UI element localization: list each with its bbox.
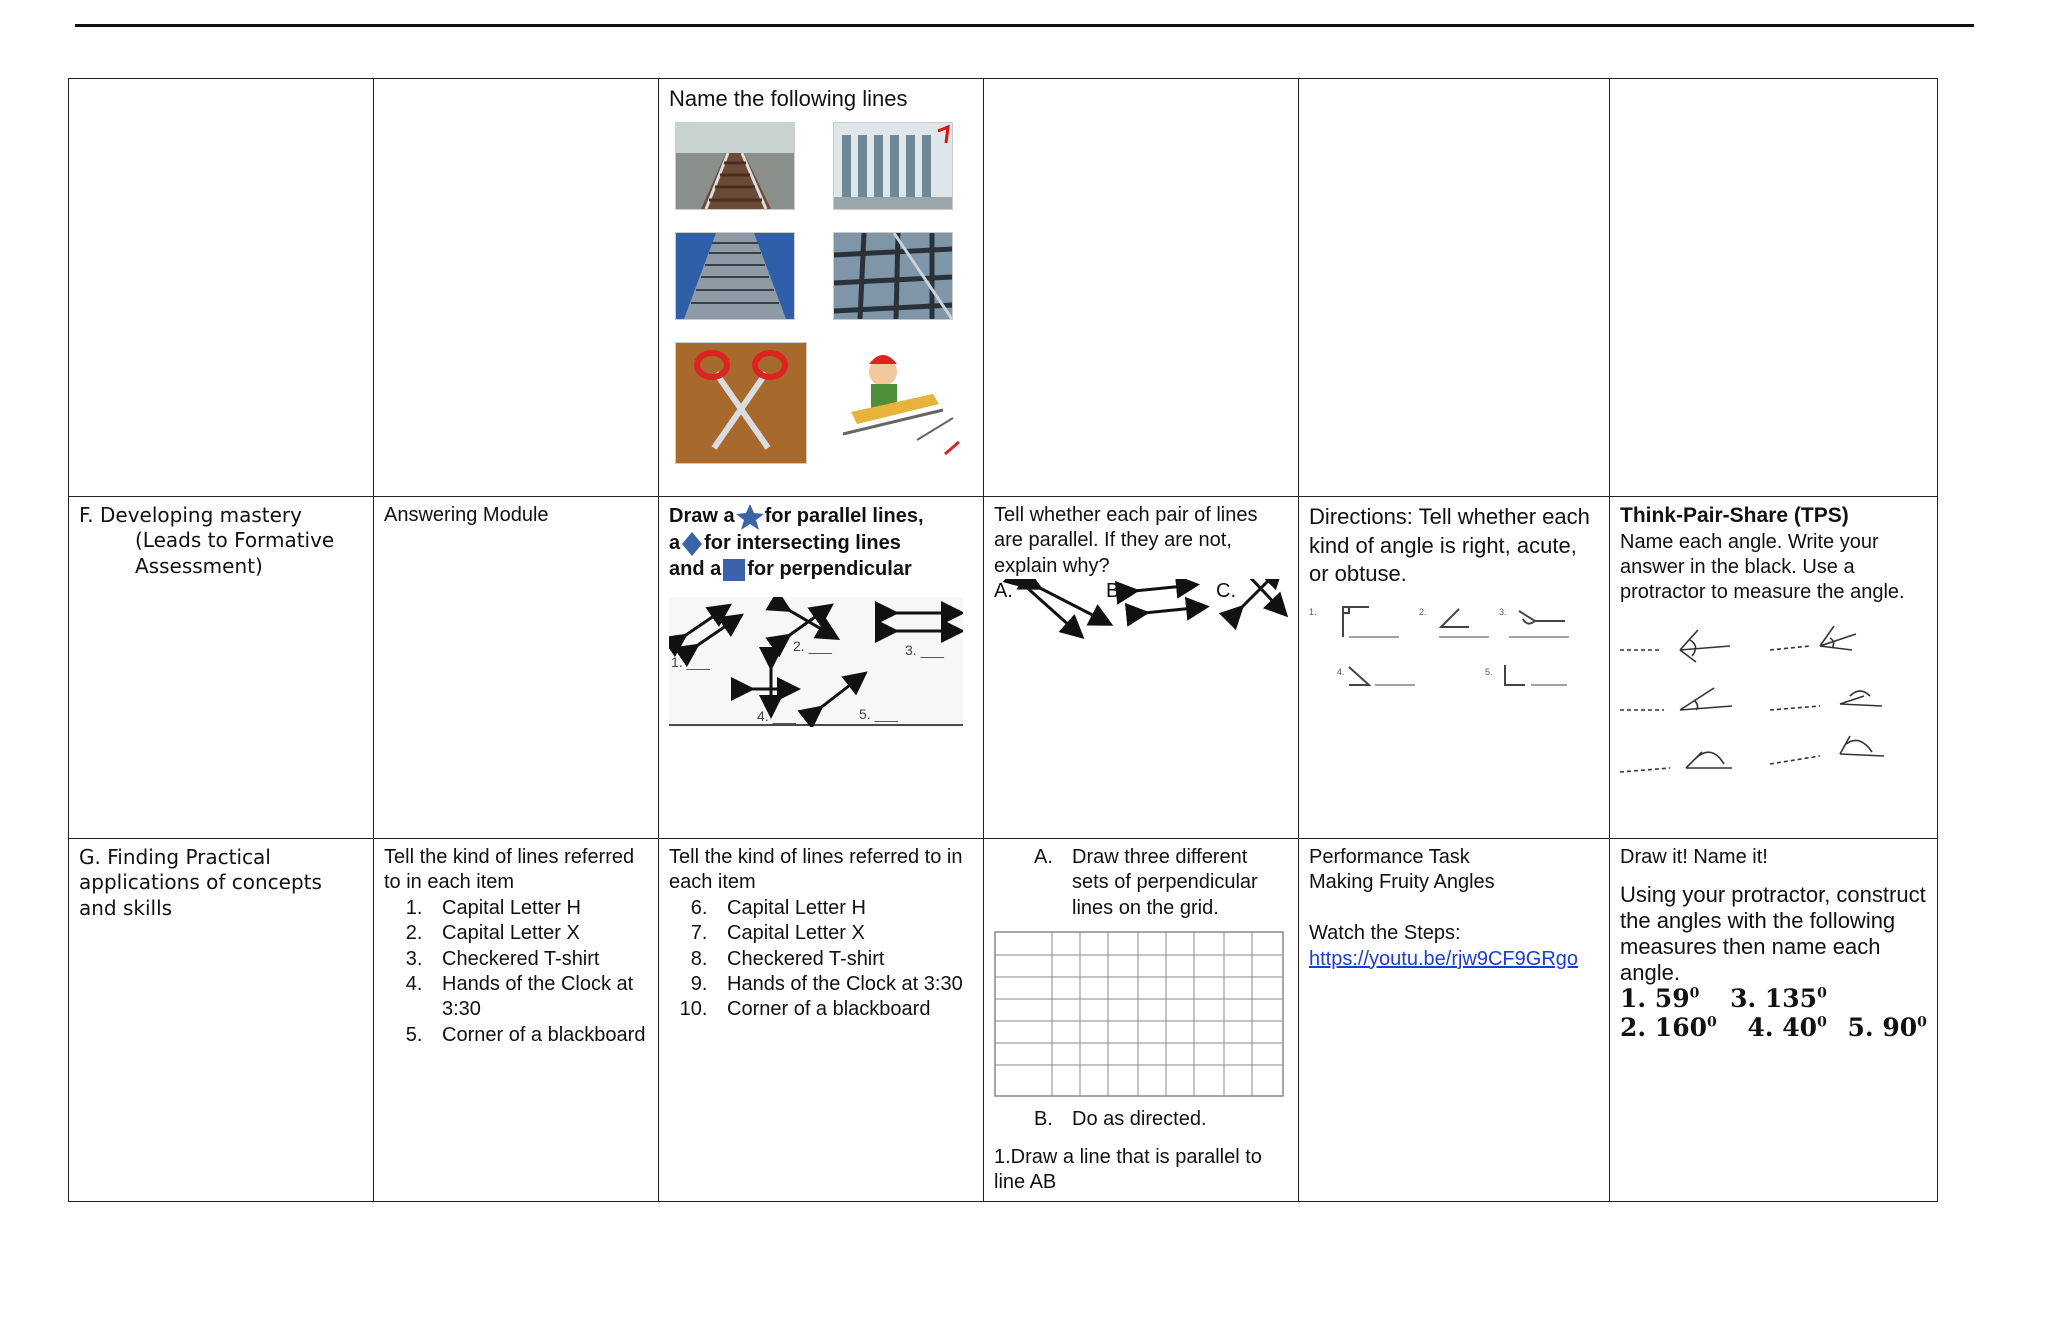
friday-cell xyxy=(1610,497,1938,839)
blank-4: 4. ___ xyxy=(757,708,796,724)
monday-cell xyxy=(374,79,659,497)
angle-num-2: 2. xyxy=(1419,606,1427,617)
list-item: 2. Capital Letter X xyxy=(428,921,648,946)
list-item: 3. Checkered T-shirt xyxy=(428,947,648,972)
window-grid-image xyxy=(833,232,953,320)
answering-module-text: Answering Module xyxy=(384,504,549,526)
list-item: 1. Capital Letter H xyxy=(428,896,648,921)
blank-2: 2. ___ xyxy=(793,638,832,654)
angle-num-5: 5. xyxy=(1485,666,1493,677)
draw-instruction-2 xyxy=(669,531,973,557)
thursday-cell xyxy=(1299,79,1610,497)
performance-task-title: Performance Task xyxy=(1309,846,1470,868)
row-label-main: G. Finding Practical applications of concepts and skills xyxy=(79,845,322,920)
video-link[interactable]: https://youtu.be/rjw9CF9GRgo xyxy=(1309,947,1579,970)
task-b xyxy=(994,1107,1288,1132)
diamond-icon xyxy=(680,531,704,557)
list-item: 4. Hands of the Clock at 3:30 xyxy=(428,972,648,1023)
task-a xyxy=(994,845,1288,921)
railroad-tracks-image xyxy=(675,122,795,210)
draw-instruction-1 xyxy=(669,503,973,531)
task-a-marker: A. xyxy=(1034,846,1053,868)
measure-3: 3. 135 xyxy=(1730,984,1818,1014)
line-pairs-figure xyxy=(669,597,963,727)
angle-directions-text: Directions: Tell whether each kind of angle is right, acute, or obtuse. xyxy=(1309,504,1590,587)
instruction-text: a xyxy=(669,532,681,555)
angle-measures-line-1 xyxy=(1620,985,1927,1014)
blank-5: 5. ___ xyxy=(859,706,898,722)
pair-label-a: A. xyxy=(994,580,1013,603)
lines-photo-grid xyxy=(669,122,973,464)
degree-mark: 0 xyxy=(1707,1014,1717,1031)
task-b-text: Do as directed. xyxy=(1072,1108,1207,1131)
scissors-image xyxy=(675,342,807,464)
construct-angles-text: Using your protractor, construct the angles with the following measures then name each angle. xyxy=(1620,882,1926,985)
instruction-text: for parallel lines, xyxy=(764,505,924,528)
angle-num-1: 1. xyxy=(1309,606,1317,617)
angle-num-4: 4. xyxy=(1337,666,1345,677)
friday-cell xyxy=(1610,839,1938,1202)
draw-instruction-3 xyxy=(669,557,973,583)
draw-name-title: Draw it! Name it! xyxy=(1620,846,1768,868)
escalator-stairs-image xyxy=(675,232,795,320)
list-item: 5. Corner of a blackboard xyxy=(428,1023,648,1048)
kind-of-lines-list xyxy=(669,896,973,1023)
name-lines-heading: Name the following lines xyxy=(669,86,908,111)
degree-mark: 0 xyxy=(1917,1014,1927,1031)
lesson-plan-table xyxy=(68,78,1938,1202)
monday-cell xyxy=(374,839,659,1202)
drawing-grid xyxy=(994,931,1284,1097)
instruction-text: Draw a xyxy=(669,505,735,528)
kind-of-lines-intro: Tell the kind of lines referred to in each item xyxy=(384,846,635,894)
list-item: 7. Capital Letter X xyxy=(713,921,973,946)
kind-of-lines-list xyxy=(384,896,648,1048)
tps-instructions: Name each angle. Write your answer in the black. Use a protractor to measure the angle. xyxy=(1620,530,1905,604)
kind-of-lines-intro: Tell the kind of lines referred to in each item xyxy=(669,846,963,894)
measure-1: 1. 59 xyxy=(1620,984,1690,1014)
measure-5: 5. 90 xyxy=(1847,1013,1918,1043)
degree-mark: 0 xyxy=(1817,986,1827,1002)
wednesday-cell xyxy=(984,839,1299,1202)
tuesday-cell xyxy=(659,497,984,839)
table-row xyxy=(69,839,1938,1202)
tuesday-cell xyxy=(659,839,984,1202)
watch-steps-label: Watch the Steps: xyxy=(1309,922,1461,945)
blank-1: 1. ___ xyxy=(671,654,710,670)
list-item: 9. Hands of the Clock at 3:30 xyxy=(713,972,973,997)
blank-3: 3. ___ xyxy=(905,642,944,658)
thursday-cell xyxy=(1299,497,1610,839)
row-label-sub: (Leads to Formative Assessment) xyxy=(135,528,335,578)
table-row xyxy=(69,79,1938,497)
degree-mark: 0 xyxy=(1817,1014,1827,1031)
angle-types-figure xyxy=(1309,603,1599,703)
thursday-cell xyxy=(1299,839,1610,1202)
pair-label-b: B. xyxy=(1106,580,1125,603)
tps-title: Think-Pair-Share (TPS) xyxy=(1620,504,1849,527)
header-rule xyxy=(75,24,1974,27)
wednesday-cell xyxy=(984,79,1299,497)
list-item: 10. Corner of a blackboard xyxy=(713,997,973,1022)
task-a-text: Draw three different sets of perpendicular lines on the grid. xyxy=(1072,846,1258,919)
angle-measure-figure xyxy=(1620,626,1902,796)
parallel-line-note: 1.Draw a line that is parallel to line AB xyxy=(994,1145,1262,1193)
row-label-main: F. Developing mastery xyxy=(79,503,302,527)
angle-num-3: 3. xyxy=(1499,606,1507,617)
star-icon xyxy=(735,503,765,531)
instruction-text: for intersecting lines xyxy=(704,532,901,555)
pair-label-c: C. xyxy=(1216,580,1236,603)
measure-2: 2. 160 xyxy=(1620,1013,1707,1043)
table-row xyxy=(69,497,1938,839)
instruction-text: for perpendicular xyxy=(747,558,912,581)
instruction-text: and a xyxy=(669,558,722,581)
degree-mark: 0 xyxy=(1689,986,1700,1002)
boy-on-sled-image xyxy=(833,342,963,462)
building-pillars-image xyxy=(833,122,953,210)
list-item: 8. Checkered T-shirt xyxy=(713,947,973,972)
measure-4: 4. 40 xyxy=(1747,1013,1818,1043)
list-item: 6. Capital Letter H xyxy=(713,896,973,921)
friday-cell xyxy=(1610,79,1938,497)
row-label-cell xyxy=(69,79,374,497)
parallel-question-text: Tell whether each pair of lines are parallel. If they are not, explain why? xyxy=(994,504,1258,577)
performance-task-subtitle: Making Fruity Angles xyxy=(1309,871,1495,894)
parallel-pairs-figure xyxy=(994,579,1288,657)
tuesday-cell xyxy=(659,79,984,497)
square-icon xyxy=(721,557,747,583)
wednesday-cell xyxy=(984,497,1299,839)
monday-cell xyxy=(374,497,659,839)
angle-measures-line-2 xyxy=(1620,1014,1927,1043)
row-label-cell xyxy=(69,497,374,839)
row-label-cell xyxy=(69,839,374,1202)
task-b-marker: B. xyxy=(1034,1108,1053,1131)
